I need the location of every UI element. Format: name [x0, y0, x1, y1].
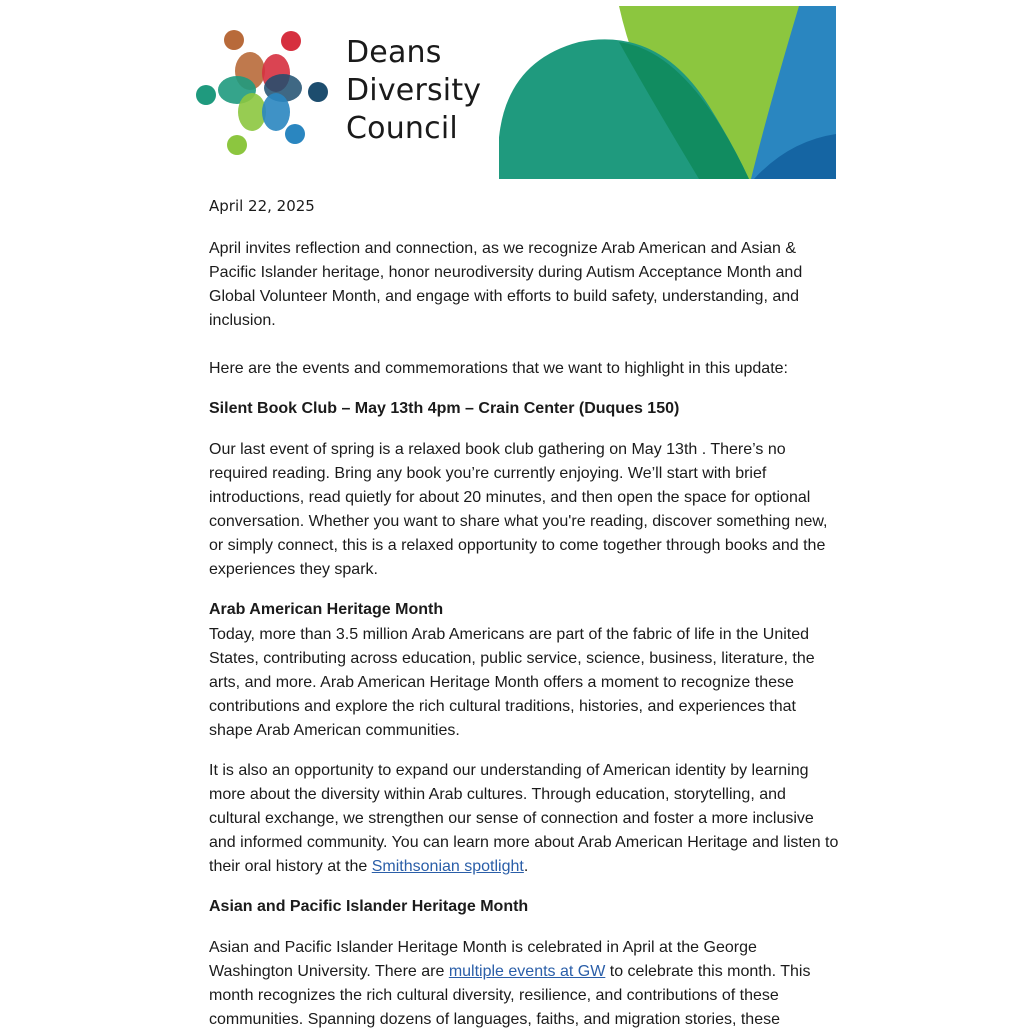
asian-heritage-text-end: to celebrate this month. This month recognizes the rich cultural diversity, resilience, and contributions of these communities. Spanning dozens of languages, faiths, and migration stories, these: [209, 963, 811, 1028]
logo-dot-lime: [227, 135, 247, 155]
council-name: [346, 34, 481, 148]
smithsonian-spotlight-link[interactable]: Smithsonian spotlight: [371, 858, 524, 875]
email-header: [190, 6, 836, 179]
asian-heritage-heading: Asian and Pacific Islander Heritage Month: [209, 898, 529, 915]
logo-dot-red: [281, 31, 301, 51]
asian-heritage-paragraph: [209, 936, 839, 1032]
book-club-heading: Silent Book Club – May 13th 4pm – Crain Center (Duques 150): [209, 400, 680, 417]
logo-dot-brown: [224, 30, 244, 50]
email-date: April 22, 2025: [209, 197, 315, 215]
logo-dot-navy: [308, 82, 328, 102]
logo-dot-teal: [196, 85, 216, 105]
council-logo-mark: [190, 26, 330, 156]
logo-dot-blue: [285, 124, 305, 144]
book-club-paragraph: Our last event of spring is a relaxed book club gathering on May 13th . There’s no required reading. Bring any book you’re currently enjoying. We’ll start with brief introductions, read quietly for about 20 minutes, and then open the space for optional conversation. Whether you want to share what you're reading, discover something new, or simply connect, this is a relaxed opportunity to come together through books and the experiences they spark.: [209, 441, 828, 578]
logo-petal-blue: [262, 93, 290, 131]
asian-heritage-text: Asian and Pacific Islander Heritage Month is celebrated in April at the George Washington University. There are: [209, 939, 757, 980]
arab-heritage-text-end: .: [523, 858, 529, 875]
arab-heritage-paragraph-2: [209, 759, 839, 879]
council-name-line-1: Deans: [346, 35, 442, 70]
gw-events-link[interactable]: multiple events at GW: [448, 963, 606, 980]
council-name-line-3: Council: [346, 111, 458, 146]
intro-paragraph: April invites reflection and connection, as we recognize Arab American and Asian & Pacific Islander heritage, honor neurodiversity during Autism Acceptance Month and Global Volunteer Month, and engage with efforts to build safety, understanding, and inclusion.: [209, 240, 803, 329]
logo-petal-lime: [238, 93, 266, 131]
council-name-line-2: Diversity: [346, 73, 482, 108]
arab-heritage-paragraph-1: Today, more than 3.5 million Arab Americans are part of the fabric of life in the United States, contributing across education, public service, science, business, literature, the arts, and more. Arab American Heritage Month offers a moment to recognize these contributions and explore the rich cultural traditions, histories, and experiences that shape Arab American communities.: [209, 626, 815, 739]
events-intro-paragraph: Here are the events and commemorations that we want to highlight in this update:: [209, 360, 788, 377]
banner-decoration: [499, 6, 836, 179]
arab-heritage-heading: Arab American Heritage Month: [209, 601, 444, 618]
arab-heritage-text: It is also an opportunity to expand our understanding of American identity by learning more about the diversity within Arab cultures. Through education, storytelling, and cultural exchange, we strengthen our sense of connection and foster a more inclusive and informed community. You can learn more about Arab American Heritage and listen to their oral history at the: [209, 762, 839, 875]
email-body: [209, 190, 839, 1032]
